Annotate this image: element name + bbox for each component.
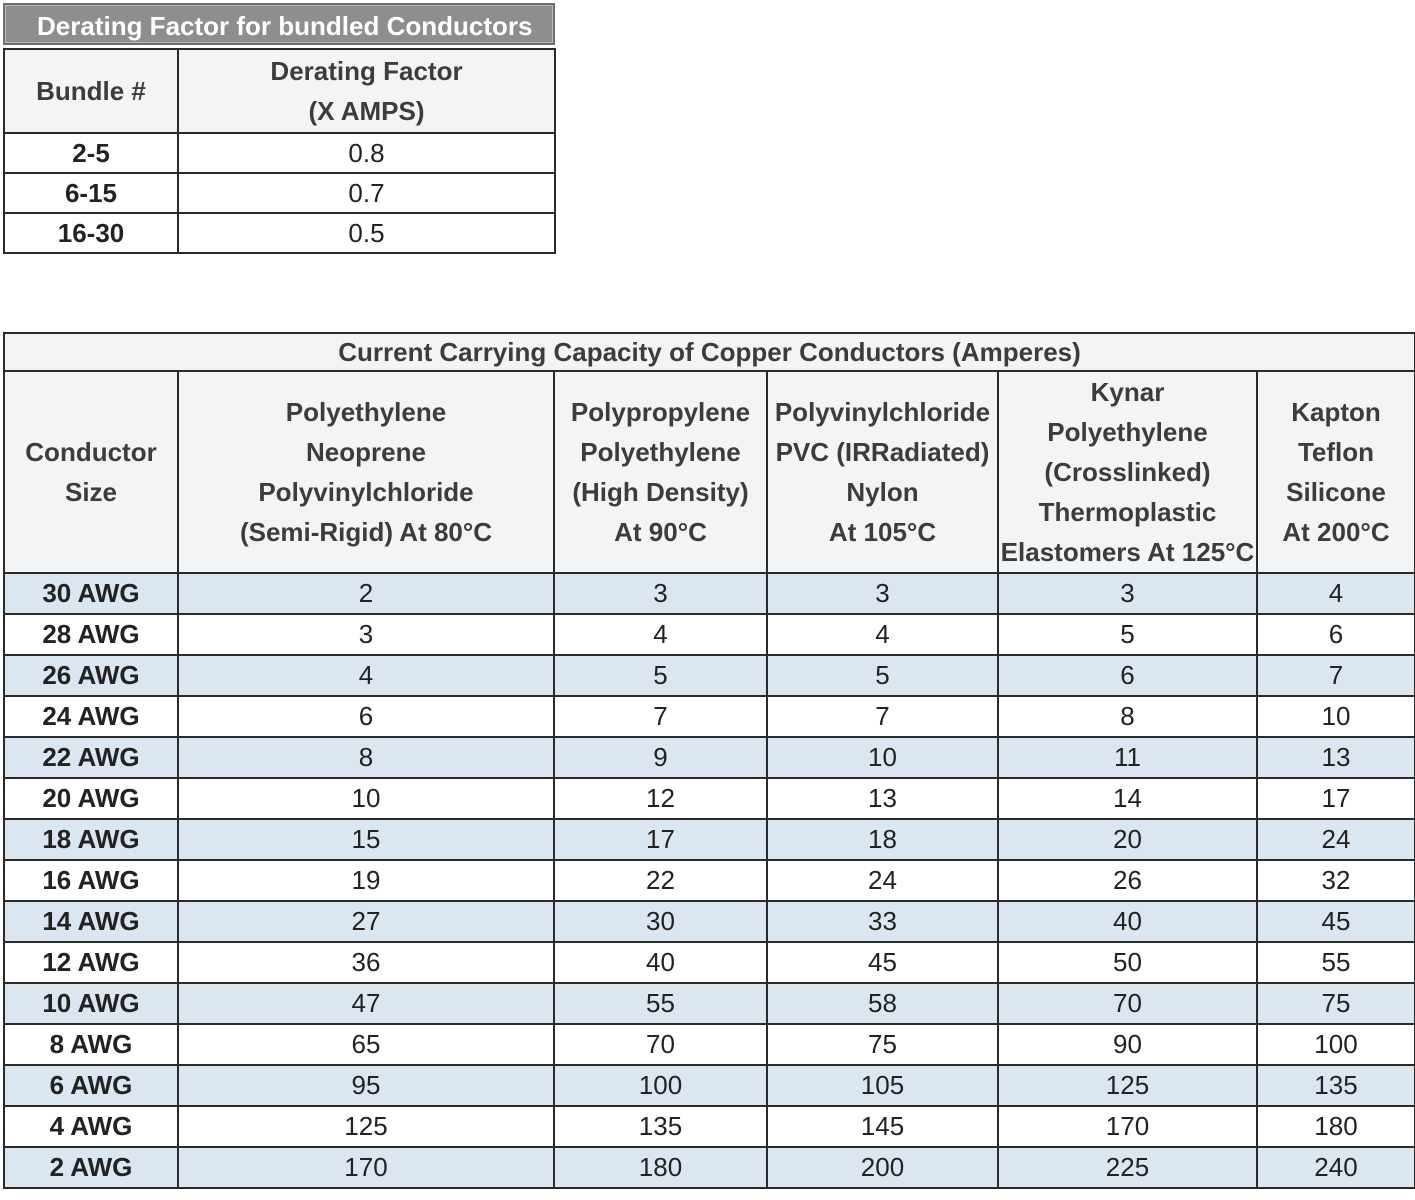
header-line: Polyethylene (1047, 417, 1208, 447)
conductor-size-cell: 18 AWG (4, 819, 178, 860)
header-line: (Crosslinked) (1044, 457, 1211, 487)
ampacity-cell: 125 (178, 1106, 554, 1147)
ampacity-cell: 17 (554, 819, 767, 860)
ampacity-cell: 19 (178, 860, 554, 901)
capacity-table-section (3, 332, 1414, 1189)
conductor-size-cell: 14 AWG (4, 901, 178, 942)
header-line: Kynar (1090, 377, 1165, 407)
header-line: At 105°C (828, 517, 937, 547)
ampacity-cell: 8 (998, 696, 1257, 737)
ampacity-cell: 145 (767, 1106, 998, 1147)
ampacity-cell: 135 (1257, 1065, 1415, 1106)
header-line: Silicone (1286, 477, 1386, 507)
ampacity-cell: 5 (767, 655, 998, 696)
ampacity-cell: 105 (767, 1065, 998, 1106)
capacity-row (4, 1065, 1415, 1106)
ampacity-cell: 4 (554, 614, 767, 655)
ampacity-cell: 15 (178, 819, 554, 860)
ampacity-cell: 47 (178, 983, 554, 1024)
ampacity-cell: 180 (554, 1147, 767, 1188)
ampacity-cell: 24 (767, 860, 998, 901)
ampacity-cell: 200 (767, 1147, 998, 1188)
ampacity-cell: 40 (554, 942, 767, 983)
capacity-row (4, 983, 1415, 1024)
derating-factor-column-header (178, 49, 555, 133)
rating-90c-header (554, 371, 767, 573)
header-line: Nylon (846, 477, 919, 507)
capacity-header-row (4, 371, 1415, 573)
ampacity-cell: 10 (1257, 696, 1415, 737)
conductor-size-cell: 2 AWG (4, 1147, 178, 1188)
ampacity-cell: 90 (998, 1024, 1257, 1065)
ampacity-cell: 58 (767, 983, 998, 1024)
ampacity-cell: 65 (178, 1024, 554, 1065)
ampacity-cell: 20 (998, 819, 1257, 860)
ampacity-cell: 7 (554, 696, 767, 737)
header-line: Teflon (1297, 437, 1375, 467)
ampacity-cell: 125 (998, 1065, 1257, 1106)
ampacity-cell: 36 (178, 942, 554, 983)
ampacity-cell: 32 (1257, 860, 1415, 901)
capacity-row (4, 860, 1415, 901)
conductor-size-cell: 30 AWG (4, 573, 178, 614)
ampacity-cell: 11 (998, 737, 1257, 778)
rating-200c-header (1257, 371, 1415, 573)
header-line: Polyvinylchloride (774, 397, 991, 427)
ampacity-cell: 40 (998, 901, 1257, 942)
ampacity-cell: 26 (998, 860, 1257, 901)
header-line: (Semi-Rigid) At 80°C (239, 517, 493, 547)
ampacity-cell: 9 (554, 737, 767, 778)
header-line: Kapton (1291, 397, 1381, 427)
ampacity-cell: 22 (554, 860, 767, 901)
ampacity-cell: 100 (554, 1065, 767, 1106)
ampacity-cell: 7 (1257, 655, 1415, 696)
ampacity-cell: 13 (767, 778, 998, 819)
ampacity-cell: 18 (767, 819, 998, 860)
ampacity-cell: 3 (554, 573, 767, 614)
ampacity-cell: 55 (554, 983, 767, 1024)
derating-factor-cell: 0.7 (178, 173, 555, 213)
header-line: PVC (IRRadiated) (775, 437, 990, 467)
ampacity-cell: 75 (1257, 983, 1415, 1024)
ampacity-cell: 240 (1257, 1147, 1415, 1188)
ampacity-cell: 70 (554, 1024, 767, 1065)
ampacity-cell: 170 (998, 1106, 1257, 1147)
derating-row (4, 213, 555, 253)
ampacity-cell: 24 (1257, 819, 1415, 860)
derating-table (3, 48, 556, 254)
ampacity-cell: 14 (998, 778, 1257, 819)
rating-125c-header (998, 371, 1257, 573)
bundle-cell: 6-15 (4, 173, 178, 213)
ampacity-cell: 45 (1257, 901, 1415, 942)
header-line: (High Density) (572, 477, 749, 507)
header-line: Thermoplastic (1038, 497, 1217, 527)
header-line: Polyethylene (285, 397, 447, 427)
rating-80c-header (178, 371, 554, 573)
ampacity-cell: 6 (998, 655, 1257, 696)
capacity-row (4, 1024, 1415, 1065)
ampacity-cell: 2 (178, 573, 554, 614)
conductor-size-cell: 24 AWG (4, 696, 178, 737)
header-line: Size (64, 477, 118, 507)
capacity-row (4, 901, 1415, 942)
ampacity-cell: 3 (178, 614, 554, 655)
ampacity-cell: 6 (178, 696, 554, 737)
capacity-row (4, 942, 1415, 983)
conductor-size-cell: 22 AWG (4, 737, 178, 778)
conductor-size-cell: 28 AWG (4, 614, 178, 655)
conductor-size-cell: 6 AWG (4, 1065, 178, 1106)
ampacity-cell: 100 (1257, 1024, 1415, 1065)
capacity-row (4, 1147, 1415, 1188)
ampacity-cell: 3 (767, 573, 998, 614)
capacity-row (4, 737, 1415, 778)
ampacity-cell: 17 (1257, 778, 1415, 819)
ampacity-cell: 30 (554, 901, 767, 942)
ampacity-cell: 75 (767, 1024, 998, 1065)
header-line: At 200°C (1282, 517, 1390, 547)
conductor-size-cell: 12 AWG (4, 942, 178, 983)
derating-row (4, 133, 555, 173)
conductor-size-cell: 20 AWG (4, 778, 178, 819)
ampacity-cell: 4 (1257, 573, 1415, 614)
derating-header-row (4, 49, 555, 133)
rating-105c-header (767, 371, 998, 573)
bundle-cell: 16-30 (4, 213, 178, 253)
ampacity-cell: 8 (178, 737, 554, 778)
capacity-row (4, 655, 1415, 696)
capacity-row (4, 573, 1415, 614)
capacity-row (4, 1106, 1415, 1147)
ampacity-cell: 7 (767, 696, 998, 737)
derating-table-body (4, 133, 555, 253)
derating-factor-cell: 0.5 (178, 213, 555, 253)
header-line: Elastomers At 125°C (1000, 537, 1255, 567)
header-line: At 90°C (614, 517, 707, 547)
ampacity-cell: 95 (178, 1065, 554, 1106)
ampacity-cell: 6 (1257, 614, 1415, 655)
header-line: Polyvinylchloride (258, 477, 474, 507)
header-line: Polyethylene (580, 437, 741, 467)
conductor-size-cell: 8 AWG (4, 1024, 178, 1065)
ampacity-cell: 27 (178, 901, 554, 942)
ampacity-cell: 55 (1257, 942, 1415, 983)
ampacity-cell: 45 (767, 942, 998, 983)
ampacity-cell: 12 (554, 778, 767, 819)
capacity-table (3, 332, 1415, 1189)
derating-table-section (3, 3, 555, 254)
derating-row (4, 173, 555, 213)
conductor-size-cell: 10 AWG (4, 983, 178, 1024)
bundle-column-header: Bundle # (4, 49, 178, 133)
ampacity-cell: 170 (178, 1147, 554, 1188)
header-line: (X AMPS) (308, 96, 425, 126)
capacity-title-row (4, 333, 1415, 371)
header-line: Conductor (25, 437, 157, 467)
header-line: Derating Factor (270, 56, 463, 86)
ampacity-cell: 10 (767, 737, 998, 778)
header-line: Neoprene (306, 437, 426, 467)
conductor-size-cell: 26 AWG (4, 655, 178, 696)
ampacity-cell: 135 (554, 1106, 767, 1147)
capacity-row (4, 819, 1415, 860)
conductor-size-cell: 16 AWG (4, 860, 178, 901)
ampacity-cell: 33 (767, 901, 998, 942)
ampacity-cell: 10 (178, 778, 554, 819)
derating-factor-cell: 0.8 (178, 133, 555, 173)
ampacity-cell: 5 (998, 614, 1257, 655)
derating-table-title: Derating Factor for bundled Conductors (3, 3, 555, 45)
capacity-table-title: Current Carrying Capacity of Copper Conductors (Amperes) (4, 333, 1415, 371)
ampacity-cell: 180 (1257, 1106, 1415, 1147)
capacity-table-body (4, 573, 1415, 1188)
capacity-row (4, 696, 1415, 737)
ampacity-cell: 225 (998, 1147, 1257, 1188)
conductor-size-cell: 4 AWG (4, 1106, 178, 1147)
capacity-row (4, 778, 1415, 819)
ampacity-cell: 50 (998, 942, 1257, 983)
ampacity-cell: 4 (178, 655, 554, 696)
conductor-size-header (4, 371, 178, 573)
ampacity-cell: 3 (998, 573, 1257, 614)
header-line: Polypropylene (570, 397, 751, 427)
ampacity-cell: 5 (554, 655, 767, 696)
ampacity-cell: 70 (998, 983, 1257, 1024)
capacity-row (4, 614, 1415, 655)
ampacity-cell: 4 (767, 614, 998, 655)
bundle-cell: 2-5 (4, 133, 178, 173)
ampacity-cell: 13 (1257, 737, 1415, 778)
